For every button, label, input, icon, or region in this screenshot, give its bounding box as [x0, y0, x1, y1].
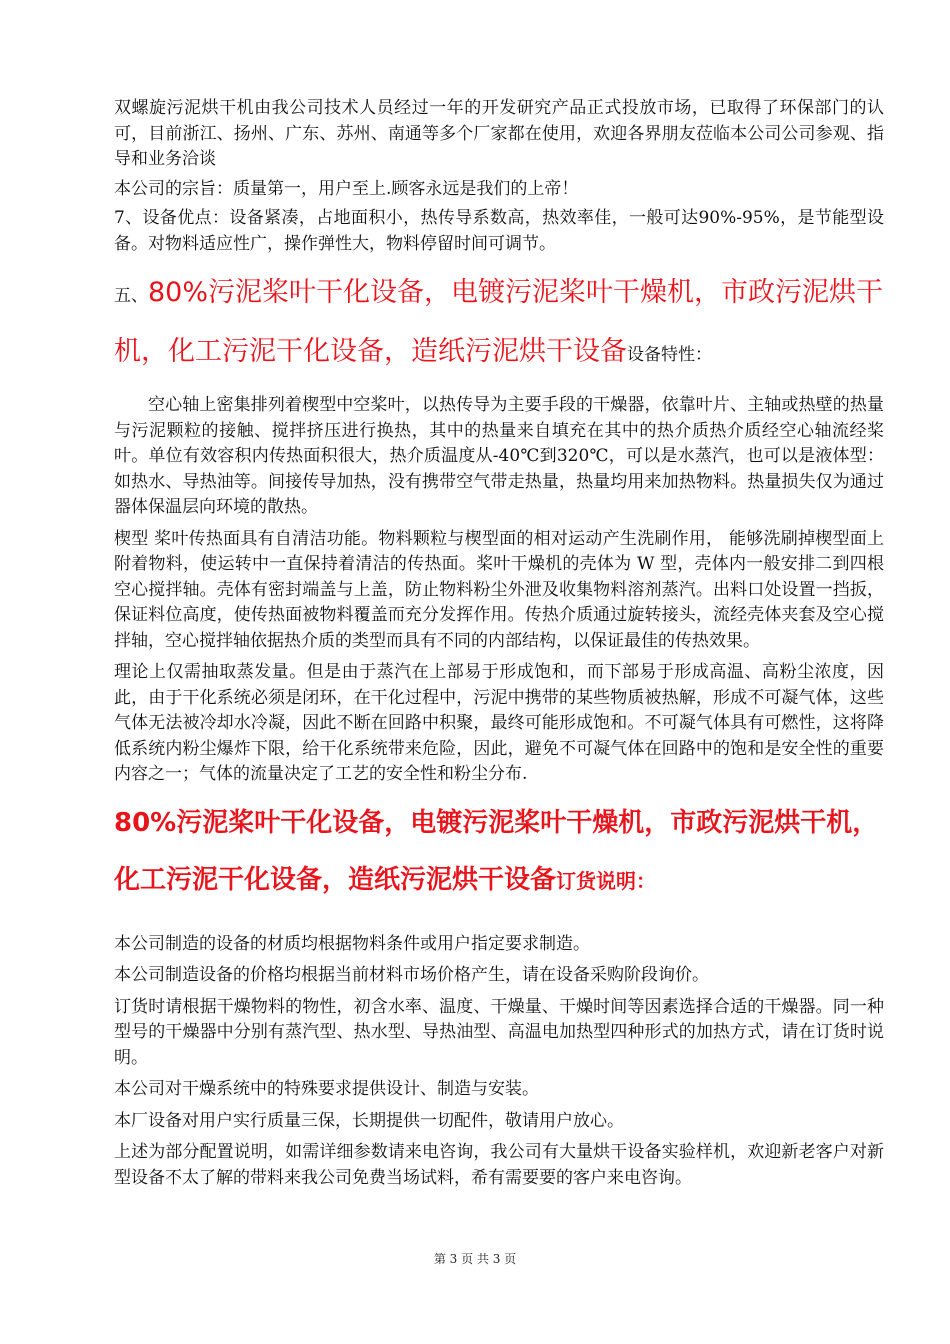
order-note-5: 本厂设备对用户实行质量三保，长期提供一切配件，敬请用户放心。	[114, 1110, 624, 1131]
order-notes-heading	[114, 796, 884, 910]
feature-paragraph-2: 楔型 桨叶传热面具有自清洁功能。物料颗粒与楔型面的相对运动产生洗刷作用， 能够洗刷掉楔型面上附着物料，使运转中一直保持着清洁的传热面。桨叶干燥机的壳体为 W 型，壳体内一般安排二到四根空心搅拌轴。壳体有密封端盖与上盖，防止物料粉尘外泄及收集物料溶剂蒸汽。出料口处设置一挡扳，保证料位高度，使传热面被物料覆盖而充分发挥作用。传热介质通过旋转接头，流经壳体夹套及空心搅拌轴，空心搅拌轴依据热介质的类型而具有不同的内部结构，以保证最佳的传热效果。	[114, 528, 884, 651]
order-notes-label: 订货说明：	[556, 868, 657, 893]
order-note-1: 本公司制造的设备的材质均根据物料条件或用户指定要求制造。	[114, 933, 590, 954]
section-five-heading	[114, 265, 884, 383]
company-motto: 本公司的宗旨：质量第一，用户至上.顾客永远是我们的上帝！	[114, 178, 579, 199]
feature-paragraph-1: 空心轴上密集排列着楔型中空桨叶，以热传导为主要手段的干燥器，依靠叶片、主轴或热壁的热量与污泥颗粒的接触、搅拌挤压进行换热，其中的热量来自填充在其中的热介质热介质经空心轴流经桨叶。单位有效容积内传热面积很大，热介质温度从-40℃到320℃，可以是水蒸汽，也可以是液体型：如热水、导热油等。间接传导加热，没有携带空气带走热量，热量均用来加热物料。热量损失仅为通过器体保温层向环境的散热。	[114, 395, 884, 517]
section-number: 五、	[114, 286, 148, 306]
product-title-red: 80%污泥桨叶干化设备，电镀污泥桨叶干燥机，市政污泥烘干机，化工污泥干化设备，造纸污泥烘干设备	[114, 277, 884, 367]
product-title-bold-red: 80%污泥桨叶干化设备，电镀污泥桨叶干燥机，市政污泥烘干机，化工污泥干化设备，造纸污泥烘干设备	[114, 807, 879, 895]
order-note-2: 本公司制造设备的价格均根据当前材料市场价格产生，请在设备采购阶段询价。	[114, 965, 709, 985]
order-note-6: 上述为部分配置说明，如需详细参数请来电咨询，我公司有大量烘干设备实验样机，欢迎新老客户对新型设备不太了解的带料来我公司免费当场试料，希有需要要的客户来电咨询。	[114, 1142, 884, 1188]
section-subtitle: 设备特性：	[627, 345, 712, 365]
equipment-advantages: 7、设备优点：设备紧凑，占地面积小，热传导系数高，热效率佳，一般可达90%-95%，是节能型设备。对物料适应性广，操作弹性大，物料停留时间可调节。	[114, 208, 884, 254]
order-note-3: 订货时请根据干燥物料的物性，初含水率、温度、干燥量、干燥时间等因素选择合适的干燥器。同一种型号的干燥器中分别有蒸汽型、热水型、导热油型、高温电加热型四种形式的加热方式，请在订货时说明。	[114, 996, 884, 1068]
intro-paragraph: 双螺旋污泥烘干机由我公司技术人员经过一年的开发研究产品正式投放市场，已取得了环保部门的认可，目前浙江、扬州、广东、苏州、南通等多个厂家都在使用，欢迎各界朋友莅临本公司公司参观、指导和业务洽谈	[114, 98, 884, 169]
order-note-4: 本公司对干燥系统中的特殊要求提供设计、制造与安装。	[114, 1079, 539, 1099]
page-body	[114, 96, 884, 1197]
feature-paragraph-3: 理论上仅需抽取蒸发量。但是由于蒸汽在上部易于形成饱和，而下部易于形成高温、高粉尘浓度，因此，由于干化系统必须是闭环，在干化过程中，污泥中携带的某些物质被热解，形成不可凝气体，这些气体无法被冷却水冷凝，因此不断在回路中积聚，最终可能形成饱和。不可凝气体具有可燃性，这将降低系统内粉尘爆炸下限，给干化系统带来危险，因此，避免不可凝气体在回路中的饱和是安全性的重要内容之一；气体的流量决定了工艺的安全性和粉尘分布.	[114, 662, 884, 784]
page-footer: 第 3 页 共 3 页	[433, 1252, 517, 1266]
